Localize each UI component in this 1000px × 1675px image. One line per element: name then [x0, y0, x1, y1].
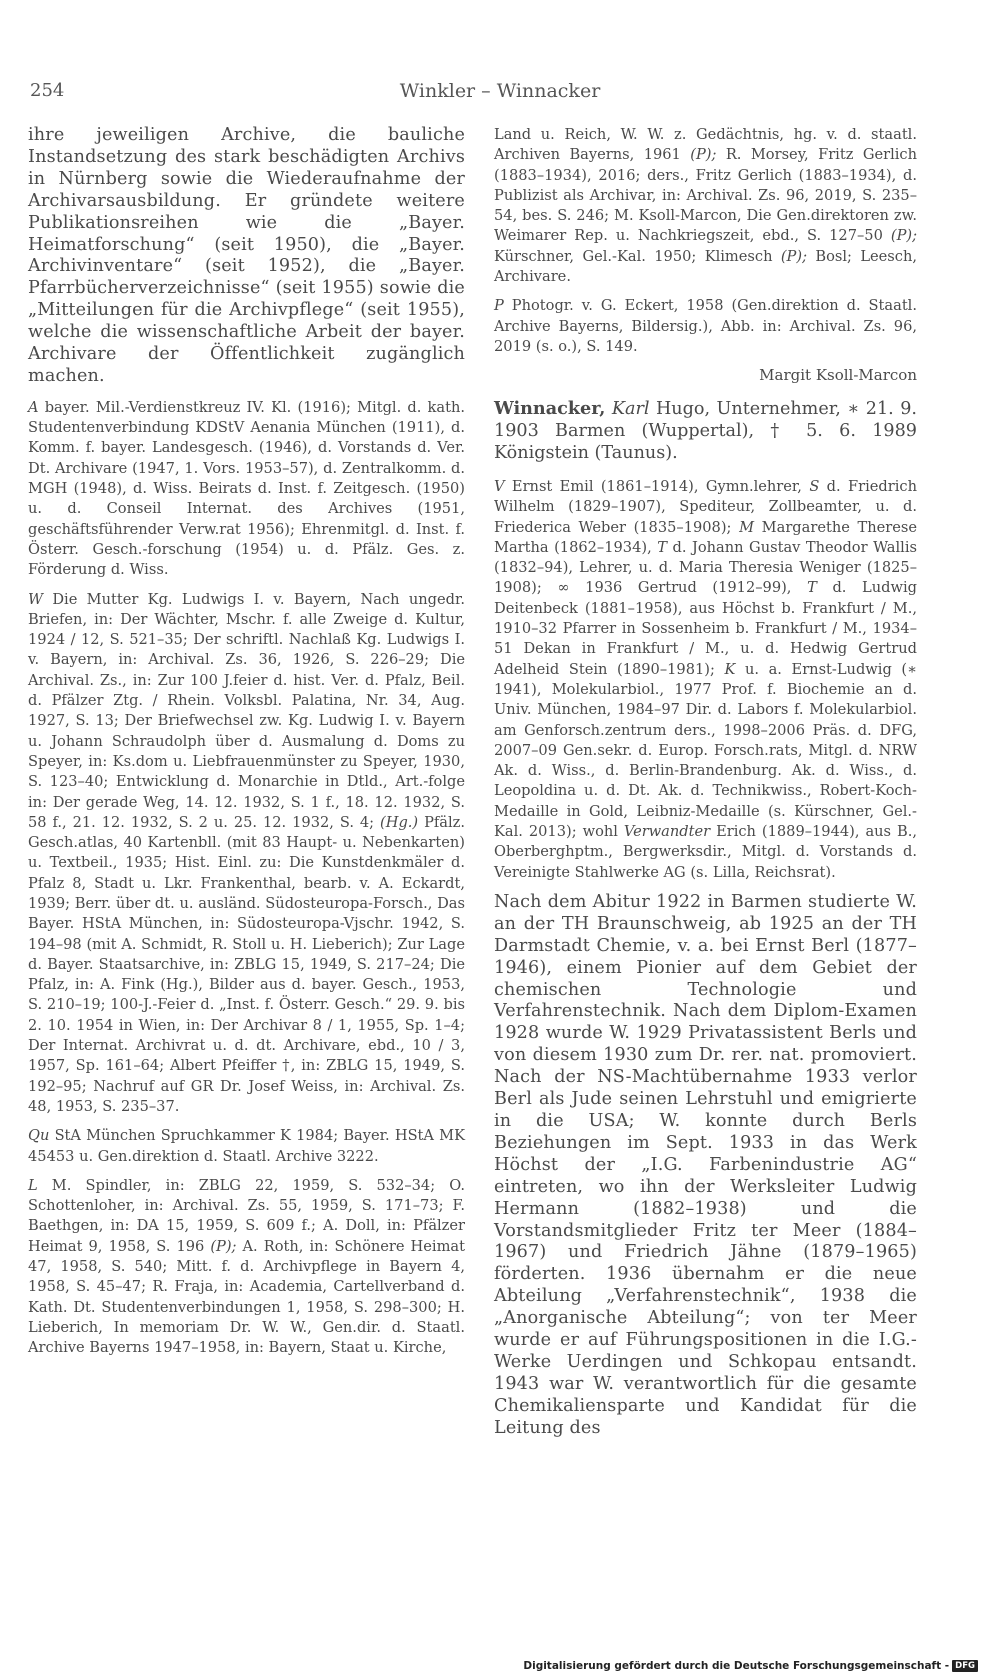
portrait-text: Photogr. v. G. Eckert, 1958 (Gen.direktion d. Staatl. Archive Bayerns, Bildersig.), Abb. in: Archival. Zs. 96, 2019 (s. o.), S. 149. — [494, 297, 917, 355]
portrait-marker: (P); — [890, 227, 917, 245]
sources-text: StA München Spruchkammer K 1984; Bayer. HStA MK 45453 u. Gen.direktion d. Staatl. Archive 3222. — [28, 1127, 465, 1165]
right-column — [494, 125, 917, 1450]
footer-text: Digitalisierung gefördert durch die Deutsche Forschungsgemeinschaft - — [523, 1660, 950, 1672]
literature-section — [28, 1176, 465, 1359]
genealogy-text: d. Johann Gustav Theodor Wallis (1832–94), Lehrer, u. d. Maria Theresia Weniger (1825–1908); ∞ 1936 Gertrud (1912–99), — [494, 538, 918, 597]
left-column — [28, 125, 465, 1368]
genealogy-marker: M — [739, 518, 755, 536]
section-tag: P — [494, 297, 504, 315]
works-section — [28, 590, 465, 1118]
entry-surname: Winnacker, — [494, 398, 606, 420]
section-tag: A — [28, 398, 39, 416]
portrait-section — [494, 296, 917, 357]
works-text-cont: Pfälz. Gesch.atlas, 40 Kartenbll. (mit 83 Haupt- u. Nebenkarten) u. Textbeil., 1935; Hist. Einl. zu: Die Kunstdenkmäler d. Pfalz 8, Stadt u. Lkr. Frankenthal, bearb. v. A. Eckardt, 1939; Berr. über dt. u. ausländ. Südosteuropa-Forsch., Das Bayer. HStA München, in: Südosteuropa-Vjschr. 1942, S. 194–98 (mit A. Schmidt, R. Stoll u. H. Lieberich); Zur Lage d. Bayer. Staatsarchive, in: ZBLG 15, 1949, S. 217–24; Die Pfalz, in: A. Fink (Hg.), Bilder aus d. bayer. Gesch., 1953, S. 210–19; 100-J.-Feier d. „Inst. f. Österr. Gesch.“ 29. 9. bis 2. 10. 1954 in Wien, in: Der Archivar 8 / 1, 1955, Sp. 1–4; Der Internat. Archivrat u. d. dt. Archivare, ebd., 10 / 3, 1957, Sp. 161–64; Albert Pfeiffer †, in: ZBLG 15, 1949, S. 192–95; Nachruf auf GR Dr. Josef Weiss, in: Archival. Zs. 48, 1953, S. 235–37. — [28, 813, 465, 1115]
literature-text: Kürschner, Gel.-Kal. 1950; Klimesch — [494, 247, 781, 265]
digitization-footer — [523, 1660, 978, 1672]
awards-section — [28, 398, 465, 581]
genealogy-text: Ernst Emil (1861–1914), Gymn.lehrer, — [504, 477, 810, 495]
genealogy-text: Erich (1889–1944), aus B., Oberberghptm., Bergwerksdir., Mitgl. d. Vorstands d. Vereinigte Stahlwerke AG (s. Lilla, Reichsrat). — [494, 823, 917, 881]
genealogy-section — [494, 477, 917, 883]
literature-continued — [494, 125, 917, 287]
genealogy-marker: S — [809, 477, 820, 495]
author-signature: Margit Ksoll-Marcon — [759, 366, 917, 385]
section-tag: Qu — [28, 1127, 50, 1145]
genealogy-text: Margarethe Therese Martha (1862–1934), — [494, 518, 917, 556]
body-paragraph: Nach dem Abitur 1922 in Barmen studierte W. an der TH Braunschweig, ab 1925 an der TH Darmstadt Chemie, v. a. bei Ernst Berl (1877–1946), einem Pionier auf dem Gebiet der chemischen Technologie und Verfahrenstechnik. Nach dem Diplom-Examen 1928 wurde W. 1929 Privatassistent Berls und von diesem 1930 zum Dr. rer. nat. promoviert. Nach der NS-Machtübernahme 1933 verlor Berl als Jude seinen Lehrstuhl und emigrierte in die USA; W. konnte durch Berls Beziehungen im Sept. 1933 in das Werk Höchst der „I.G. Farbenindustrie AG“ eintreten, wo ihn der Werksleiter Ludwig Hermann (1882–1938) und die Vorstandsmitglieder Fritz ter Meer (1884–1967) und Friedrich Jähne (1879–1965) förderten. 1936 übernahm er die neue Abteilung „Verfahrenstechnik“, 1938 die „Anorganische Abteilung“; von ter Meer wurde er auf Führungspositionen in die I.G.-Werke Uerdingen und Schkopau entsandt. 1943 war W. verantwortlich für die gesamte Chemikaliensparte und Kandidat für die Leitung des — [494, 891, 917, 1438]
literature-text: M. Spindler, in: ZBLG 22, 1959, S. 532–34; O. Schottenloher, in: Archival. Zs. 55, 1959, S. 171–73; F. Baethgen, in: DA 15, 1959, S. 609 f.; A. Doll, in: Pfälzer Heimat 9, 1958, S. 196 — [28, 1176, 465, 1255]
literature-text: Land u. Reich, W. W. z. Gedächtnis, hg. v. d. staatl. Archiven Bayerns, 1961 — [494, 126, 917, 164]
portrait-marker: (P); — [210, 1237, 237, 1255]
genealogy-marker: T — [807, 579, 817, 597]
genealogy-marker: T — [657, 538, 667, 556]
works-text: Die Mutter Kg. Ludwigs I. v. Bayern, Nach ungedr. Briefen, in: Der Wächter, Mschr. f. alle Zweige d. Kultur, 1924 / 12, S. 521–35; Der schriftl. Nachlaß Kg. Ludwigs I. v. Bayern, in: Archival. Zs. 36, 1926, S. 226–29; Die Archival. Zs., in: Zur 100 J.feier d. hist. Ver. d. Pfalz, Beil. d. Pfälzer Ztg. / Rhein. Volksbl. Palatina, Nr. 34, Aug. 1927, S. 13; Der Briefwechsel zw. Kg. Ludwig I. v. Bayern u. Johann Schraudolph über d. Ausmalung d. Doms zu Speyer, in: Ks.dom u. Liebfrauenmünster zu Speyer, 1930, S. 123–40; Entwicklung d. Monarchie in Dtld., Art.-folge in: Der gerade Weg, 14. 12. 1932, S. 1 f., 18. 12. 1932, S. 58 f., 21. 12. 1932, S. 2 u. 25. 12. 1932, S. 4; — [28, 590, 465, 831]
genealogy-text: d. Ludwig Deitenbeck (1881–1958), aus Höchst b. Frankfurt / M., 1910–32 Pfarrer in Sossenheim b. Frankfurt / M., 1934–51 Dekan in Frankfurt / M., u. d. Hedwig Gertrud Adelheid Stein (1890–1981); — [494, 579, 917, 678]
portrait-marker: (P); — [690, 146, 717, 164]
literature-text-cont: A. Roth, in: Schönere Heimat 47, 1958, S. 540; Mitt. f. d. Archivpflege in Bayern 4, 1958, S. 45–47; R. Fraja, in: Academia, Cartellverband d. Kath. Dt. Studentenverbindungen 1, 1958, S. 298–300; H. Lieberich, In memoriam Dr. W. W., Gen.dir. d. Staatl. Archive Bayerns 1947–1958, in: Bayern, Staat u. Kirche, — [28, 1237, 465, 1357]
body-paragraph: ihre jeweiligen Archive, die bauliche Instandsetzung des stark beschädigten Archivs in Nürnberg sowie die Wiederaufnahme der Archivarsausbildung. Er gründete weitere Publikationsreihen wie die „Bayer. Heimatforschung“ (seit 1950), die „Bayer. Archivinventare“ (seit 1952), die „Bayer. Pfarrbücherverzeichnisse“ (seit 1955) sowie die „Mitteilungen für die Archivpflege“ (seit 1955), welche die wissenschaftliche Arbeit der bayer. Archivare der Öffentlichkeit zugänglich machen. — [28, 125, 465, 386]
genealogy-text: d. Friedrich Wilhelm (1829–1907), Spediteur, Zollbeamter, u. d. Friederica Weber (1835–1908); — [494, 477, 917, 536]
literature-text: R. Morsey, Fritz Gerlich (1883–1934), 2016; ders., Fritz Gerlich (1883–1934), d. Publizist als Archivar, in: Archival. Zs. 96, 2019, S. 235–54, bes. S. 246; M. Ksoll-Marcon, Die Gen.direktoren zw. Weimarer Rep. u. Nachkriegszeit, ebd., S. 127–50 — [494, 146, 917, 245]
hg-marker: (Hg.) — [380, 813, 419, 831]
entry-given-name: Karl — [611, 399, 650, 420]
page-number: 254 — [30, 80, 65, 101]
genealogy-text: u. a. Ernst-Ludwig (∗ 1941), Molekularbiol., 1977 Prof. f. Biochemie an d. Univ. München, 1984–97 Dir. d. Labors f. Molekularbiol. am Genforsch.zentrum ders., 1998–2006 Präs. d. DFG, 2007–09 Gen.sekr. d. Europ. Forsch.rats, Mitgl. d. NRW Ak. d. Wiss., d. Berlin-Brandenburg. Ak. d. Wiss., d. Leopoldina u. d. Dt. Ak. d. Technikwiss., Robert-Koch-Medaille in Gold, Leibniz-Medaille (s. Kürschner, Gel.-Kal. 2013); wohl — [494, 660, 917, 841]
portrait-marker: (P); — [780, 247, 807, 265]
dfg-logo: DFG — [952, 1660, 978, 1672]
literature-text: Bosl; Leesch, Archivare. — [494, 247, 917, 286]
genealogy-marker: Verwandter — [623, 823, 711, 841]
section-tag: V — [494, 477, 505, 495]
entry-details: Hugo, Unternehmer, ∗ 21. 9. 1903 Barmen (Wuppertal), † 5. 6. 1989 Königstein (Taunus). — [494, 399, 917, 464]
sources-section — [28, 1126, 465, 1167]
section-tag: W — [28, 590, 43, 608]
running-head: Winkler – Winnacker — [399, 80, 601, 102]
section-tag: L — [28, 1176, 38, 1194]
entry-heading — [494, 398, 917, 465]
awards-text: bayer. Mil.-Verdienstkreuz IV. Kl. (1916); Mitgl. d. kath. Studentenverbindung KDStV Aenania München (1911), d. Komm. f. bayer. Landesgesch. (1946), d. Vorstands d. Ver. Dt. Archivare (1947, 1. Vors. 1953–57), d. Zentralkomm. d. MGH (1948), d. Wiss. Beirats d. Inst. f. Zeitgesch. (1950) u. d. Conseil Internat. des Archives (1951, geschäftsführender Verw.rat 1956); Ehrenmitgl. d. Inst. f. Österr. Gesch.-forschung (1954) u. d. Pfälz. Ges. z. Förderung d. Wiss. — [28, 398, 465, 579]
genealogy-marker: K — [724, 660, 736, 678]
